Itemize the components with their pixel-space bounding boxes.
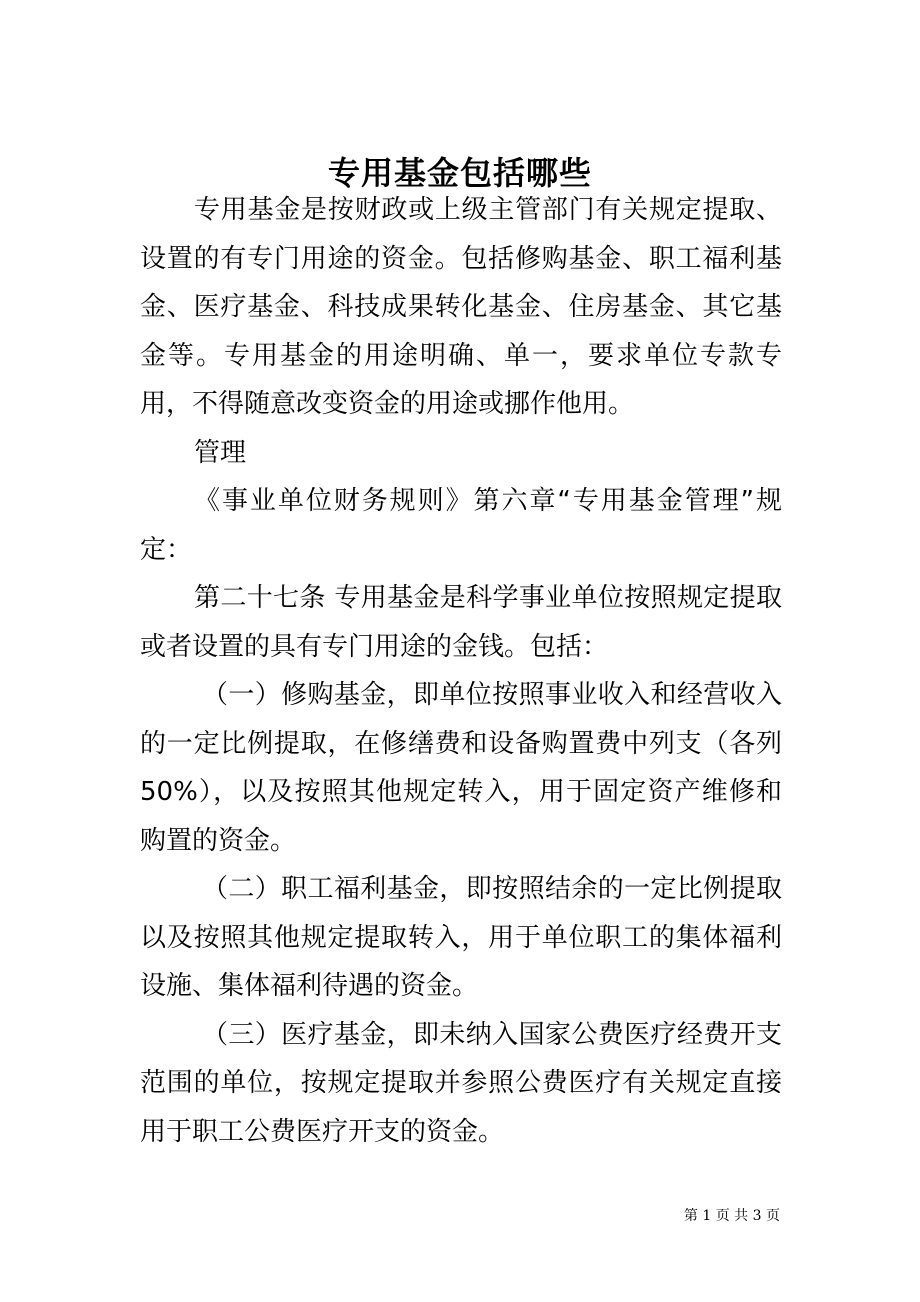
document-title: 专用基金包括哪些 — [327, 154, 592, 193]
paragraph-intro: 专用基金是按财政或上级主管部门有关规定提取、设置的有专门用途的资金。包括修购基金、职工福利基金、医疗基金、科技成果转化基金、住房基金、其它基金等。专用基金的用途明确、单一，要求单位专款专用，不得随意改变资金的用途或挪作他用。 — [140, 195, 782, 419]
page-number-footer: 第 1 页 共 3 页 — [683, 1208, 780, 1224]
paragraph-heading-management: 管理 — [194, 437, 247, 468]
paragraph-item-1: （一）修购基金，即单位按照事业收入和经营收入的一定比例提取，在修缮费和设备购置费中列支（各列 50%），以及按照其他规定转入，用于固定资产维修和购置的资金。 — [140, 680, 782, 856]
paragraph-item-3: （三）医疗基金，即未纳入国家公费医疗经费开支范围的单位，按规定提取并参照公费医疗有关规定直接用于职工公费医疗开支的资金。 — [140, 1019, 782, 1147]
paragraph-regulation-reference: 《事业单位财务规则》第六章“专用基金管理”规定： — [140, 486, 782, 565]
document-body — [140, 186, 782, 1156]
paragraph-article-27: 第二十七条 专用基金是科学事业单位按照规定提取或者设置的具有专门用途的金钱。包括： — [140, 583, 782, 662]
paragraph-item-2: （二）职工福利基金，即按照结余的一定比例提取以及按照其他规定提取转入，用于单位职工的集体福利设施、集体福利待遇的资金。 — [140, 874, 782, 1001]
